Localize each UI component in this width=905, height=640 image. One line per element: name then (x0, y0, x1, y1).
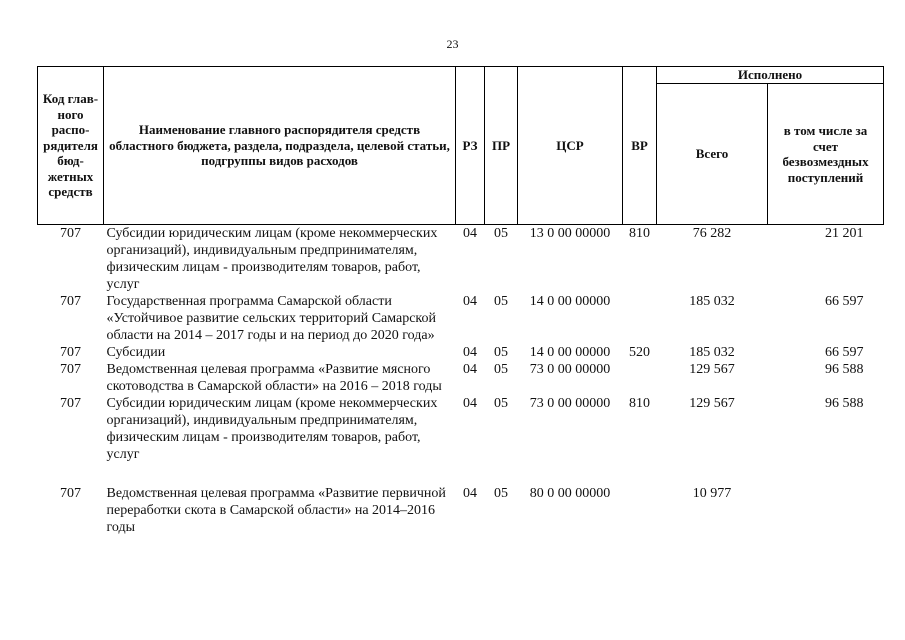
header-pr: ПР (485, 67, 518, 225)
row-rz: 04 (463, 294, 477, 309)
row-total: 129 567 (689, 396, 735, 411)
table-row (38, 344, 884, 361)
table-row (38, 395, 884, 463)
row-free: 66 597 (825, 294, 864, 309)
table-row (38, 225, 884, 294)
row-pr: 05 (494, 362, 508, 377)
row-total: 185 032 (689, 345, 735, 360)
row-code: 707 (60, 345, 81, 360)
header-rz: РЗ (456, 67, 485, 225)
row-free (768, 463, 884, 536)
row-pr: 05 (494, 294, 508, 309)
row-total: 10 977 (692, 486, 732, 501)
row-name: Субсидии юридическим лицам (кроме некоммерческих организаций), индивидуальным предпринимателям, физическим лицам - производителям товаров, работ, услуг (106, 226, 438, 292)
row-rz: 04 (463, 396, 477, 411)
table-row (38, 293, 884, 344)
row-name: Ведомственная целевая программа «Развитие мясного скотоводства в Самарской области» на 2016 – 2018 годы (106, 362, 442, 394)
table-row (38, 463, 884, 536)
row-vr: 520 (629, 345, 650, 360)
row-csr: 73 0 00 00000 (529, 362, 611, 377)
table-row (38, 361, 884, 395)
row-total: 76 282 (692, 226, 732, 241)
row-pr: 05 (494, 486, 508, 501)
row-free: 96 588 (825, 362, 864, 377)
row-rz: 04 (463, 345, 477, 360)
row-code: 707 (60, 362, 81, 377)
row-csr: 73 0 00 00000 (529, 396, 611, 411)
page-number: 23 (446, 37, 459, 51)
row-rz: 04 (463, 486, 477, 501)
row-total: 185 032 (689, 294, 735, 309)
row-code: 707 (60, 226, 81, 241)
row-name: Ведомственная целевая программа «Развитие первичной переработки скота в Самарской области» на 2014–2016 годы (106, 486, 446, 535)
row-pr: 05 (494, 396, 508, 411)
row-csr: 13 0 00 00000 (529, 226, 611, 241)
row-vr (623, 361, 657, 395)
row-free: 21 201 (825, 226, 864, 241)
table-body (38, 225, 884, 537)
row-vr (623, 293, 657, 344)
row-name: Субсидии юридическим лицам (кроме некоммерческих организаций), индивидуальным предпринимателям, физическим лицам - производителям товаров, работ, услуг (106, 396, 438, 462)
row-vr: 810 (629, 396, 650, 411)
header-csr: ЦСР (518, 67, 623, 225)
header-executed: Исполнено (657, 67, 884, 84)
header-name: Наименование главного распорядителя средств областного бюджета, раздела, подраздела, целевой статьи, подгруппы видов расходов (104, 67, 456, 225)
row-free: 96 588 (825, 396, 864, 411)
row-name: Субсидии (106, 345, 166, 360)
row-csr: 14 0 00 00000 (529, 345, 611, 360)
budget-table (37, 66, 884, 536)
header-total: Всего (657, 84, 768, 225)
row-code: 707 (60, 396, 81, 411)
row-vr: 810 (629, 226, 650, 241)
row-total: 129 567 (689, 362, 735, 377)
row-csr: 80 0 00 00000 (529, 486, 611, 501)
row-code: 707 (60, 294, 81, 309)
row-csr: 14 0 00 00000 (529, 294, 611, 309)
row-rz: 04 (463, 226, 477, 241)
header-vr: ВР (623, 67, 657, 225)
row-rz: 04 (463, 362, 477, 377)
header-including: в том числе за счет безвозмездных поступлений (768, 84, 884, 225)
row-free: 66 597 (825, 345, 864, 360)
table-header (38, 67, 884, 225)
row-pr: 05 (494, 226, 508, 241)
header-code: Код главного распорядителя бюджетных средств (38, 67, 104, 225)
row-vr (623, 463, 657, 536)
row-pr: 05 (494, 345, 508, 360)
row-name: Государственная программа Самарской области «Устойчивое развитие сельских территорий Самарской области на 2014 – 2017 годы и на период до 2020 года» (106, 294, 437, 343)
row-code: 707 (60, 486, 81, 501)
